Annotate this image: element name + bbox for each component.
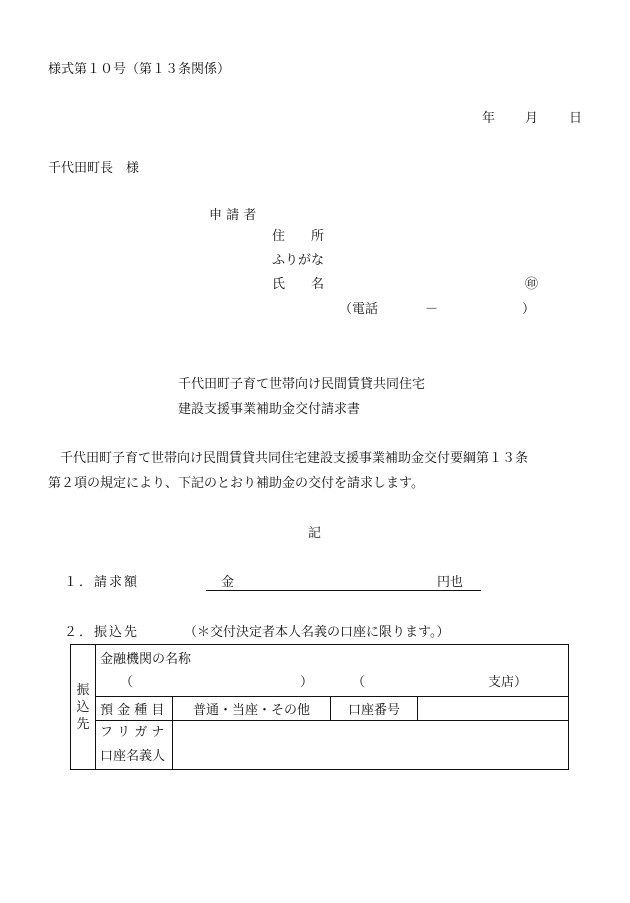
phone-dash: － [425,302,439,317]
applicant-heading: 申 請 者 [209,208,257,223]
branch-label: 支店） [488,674,528,690]
item1-kin: 金 [221,575,235,590]
addressee: 千代田町長 様 [48,161,140,176]
title-line1: 千代田町子育て世帯向け民間賃貸共同住宅 [178,377,426,392]
seal-mark: ㊞ [525,277,539,292]
body-line2: 第２項の規定により、下記のとおり補助金の交付を請求します。 [48,476,424,491]
inst-open: （ [120,674,134,690]
item1-label: １．請求額 [64,575,140,590]
deposit-type-label: 預 金 種 目 [96,697,173,721]
form-number: 様式第１０号（第１３条関係） [48,62,231,77]
holder-furigana-label: フ リ ガ ナ [100,725,165,740]
furigana-label: ふりがな [272,253,325,268]
inst-close: ） [300,674,314,690]
phone-open: （電話 [339,302,379,317]
date-year: 年 [482,111,496,126]
branch-open: （ [352,674,366,690]
name-label: 氏 名 [272,277,325,292]
item2-label: ２．振込先 [64,625,140,640]
institution-label: 金融機関の名称 [96,645,569,671]
amount-underline [206,590,481,591]
bank-side-label: 振込先 [71,645,96,770]
holder-name-field[interactable] [173,721,569,770]
deposit-type-value: 普通・当座・その他 [173,697,331,721]
bank-table [70,644,569,770]
body-line1: 千代田町子育て世帯向け民間賃貸共同住宅建設支援事業補助金交付要綱第１３条 [60,451,529,466]
phone-close: ） [522,302,536,317]
address-label: 住 所 [272,229,325,244]
item1-yen: 円也 [437,575,464,590]
account-number-label: 口座番号 [331,697,418,721]
date-month: 月 [525,111,539,126]
ki-heading: 記 [308,526,322,541]
holder-label-cell [96,721,173,770]
account-number-field[interactable] [418,697,569,721]
date-day: 日 [569,111,583,126]
holder-name-label: 口座名義人 [100,749,166,764]
item2-note: （＊交付決定者本人名義の口座に限ります。） [184,625,450,640]
institution-branch-row [96,671,569,697]
title-line2: 建設支援事業補助金交付請求書 [178,402,361,417]
